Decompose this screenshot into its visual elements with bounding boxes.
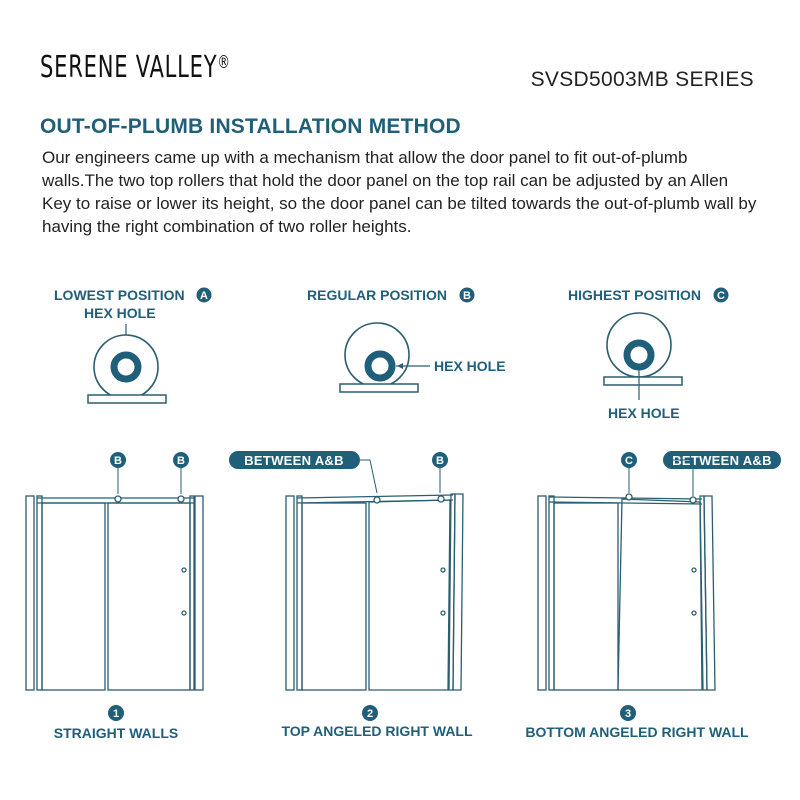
roller-wheel-a <box>94 335 158 399</box>
position-label-c: HIGHEST POSITION <box>568 287 702 303</box>
badge-letter-a: A <box>200 290 208 302</box>
roller-left-2 <box>374 497 380 503</box>
config-number-2: 2 <box>366 708 374 720</box>
section-description: Our engineers came up with a mechanism that allow the door panel to fit out-of-plumb walls.The two top rollers that hold the door panel on the top rail can be adjusted by an Allen Key to raise or lower its height, so the door panel can be tilted towards the out-of-plumb wall by having the right combination of two roller heights. <box>42 148 757 236</box>
hex-hole-label-a: HEX HOLE <box>84 305 156 321</box>
left-jamb-1 <box>37 496 42 690</box>
left-jamb-3 <box>549 496 554 690</box>
tag-2-right: B <box>436 455 444 467</box>
config-2-tags <box>229 451 473 739</box>
handle-top-1 <box>182 568 186 572</box>
rail-a <box>88 395 166 403</box>
config-number-3: 3 <box>624 708 632 720</box>
rail-b <box>340 384 418 392</box>
fixed-panel-2 <box>302 503 366 690</box>
config-caption-2: TOP ANGELED RIGHT WALL <box>281 723 473 739</box>
roller-right-1 <box>178 496 184 502</box>
handle-bottom-1 <box>182 611 186 615</box>
roller-position-a <box>54 287 212 403</box>
right-wall-1 <box>195 496 203 690</box>
left-wall-3 <box>538 496 546 690</box>
roller-position-c <box>568 287 729 421</box>
tag-1-right: B <box>177 455 185 467</box>
config-caption-1: STRAIGHT WALLS <box>53 725 179 741</box>
fixed-panel-1 <box>42 503 105 690</box>
door-panel-3 <box>618 499 702 690</box>
handle-top-3 <box>692 568 696 572</box>
hex-hole-label-b: HEX HOLE <box>434 358 506 374</box>
registered-mark: ® <box>217 52 231 73</box>
badge-letter-b: B <box>463 290 471 302</box>
tag-3-left: C <box>625 455 633 467</box>
door-panel-1 <box>108 503 190 690</box>
left-wall-1 <box>26 496 34 690</box>
config-2-top-angled <box>286 494 463 690</box>
roller-right-3 <box>690 497 696 503</box>
position-label-b: REGULAR POSITION <box>307 287 448 303</box>
hex-hole-label-c: HEX HOLE <box>608 405 680 421</box>
rail-c <box>604 377 682 385</box>
section-title: OUT-OF-PLUMB INSTALLATION METHOD <box>40 115 461 138</box>
fixed-panel-3 <box>554 503 618 690</box>
handle-bottom-2 <box>441 611 445 615</box>
tag-3-right: BETWEEN A&B <box>672 453 772 468</box>
badge-letter-c: C <box>717 290 725 302</box>
config-3-bottom-angled <box>538 494 715 690</box>
config-number-1: 1 <box>112 708 120 720</box>
config-1-tags <box>54 452 189 741</box>
door-panel-2 <box>369 500 450 690</box>
config-3-tags <box>525 451 781 740</box>
roller-right-2 <box>438 496 444 502</box>
tag-1-left: B <box>114 455 122 467</box>
position-label-a: LOWEST POSITION <box>54 287 185 303</box>
tag-pointer-2-left <box>360 460 377 493</box>
handle-bottom-3 <box>692 611 696 615</box>
roller-position-b <box>307 287 506 392</box>
handle-top-2 <box>441 568 445 572</box>
left-wall-2 <box>286 496 294 690</box>
tag-2-left: BETWEEN A&B <box>244 453 344 468</box>
series-label: SVSD5003MB SERIES <box>530 68 754 91</box>
config-caption-3: BOTTOM ANGELED RIGHT WALL <box>525 724 749 740</box>
config-1-straight-walls <box>26 496 203 690</box>
brand-name: SERENE VALLEY <box>40 50 218 85</box>
roller-left-3 <box>626 494 632 500</box>
roller-left-1 <box>115 496 121 502</box>
left-jamb-2 <box>297 496 302 690</box>
